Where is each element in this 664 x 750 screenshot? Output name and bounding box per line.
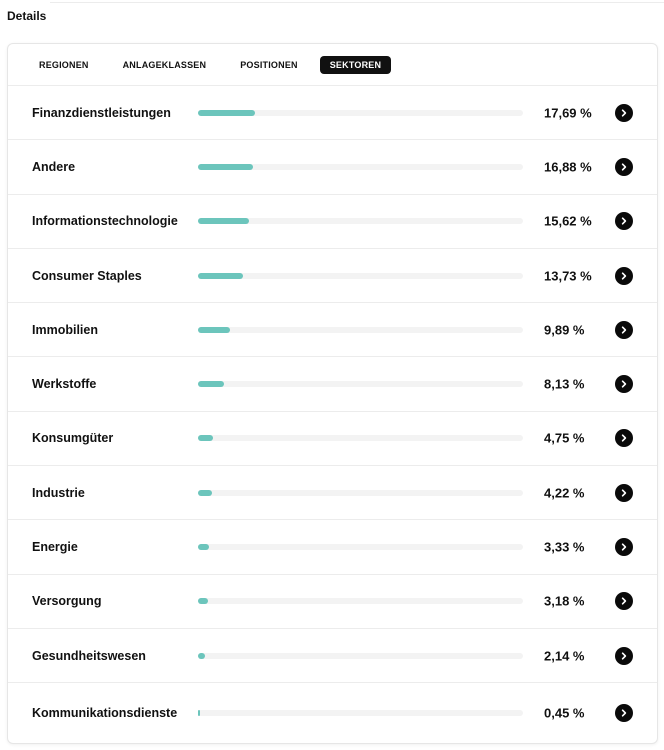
chevron-right-circle-icon[interactable] bbox=[615, 647, 633, 665]
sector-bar-fill bbox=[198, 273, 243, 279]
sector-percent: 15,62 % bbox=[544, 213, 592, 229]
sector-name: Kommunikationsdienste bbox=[32, 705, 178, 720]
chevron-right-circle-icon[interactable] bbox=[615, 158, 633, 176]
sector-percent: 3,18 % bbox=[544, 593, 585, 609]
sector-row[interactable] bbox=[8, 575, 657, 629]
sector-bar-fill bbox=[198, 544, 209, 550]
sector-percent: 3,33 % bbox=[544, 539, 585, 555]
sector-name: Immobilien bbox=[32, 322, 98, 337]
sector-bar-fill bbox=[198, 110, 255, 116]
sector-bar-track bbox=[198, 598, 523, 604]
sector-bar-track bbox=[198, 710, 523, 716]
sector-bar-fill bbox=[198, 218, 249, 224]
sector-row[interactable] bbox=[8, 466, 657, 520]
chevron-right-circle-icon[interactable] bbox=[615, 212, 633, 230]
sector-bar-fill bbox=[198, 598, 208, 604]
sector-row[interactable] bbox=[8, 357, 657, 411]
sector-row[interactable] bbox=[8, 303, 657, 357]
sector-name: Consumer Staples bbox=[32, 268, 142, 283]
sector-bar-fill bbox=[198, 490, 212, 496]
sector-row[interactable] bbox=[8, 249, 657, 303]
sector-bar-track bbox=[198, 273, 523, 279]
sector-name: Finanzdienstleistungen bbox=[32, 105, 171, 120]
chevron-right-circle-icon[interactable] bbox=[615, 104, 633, 122]
sector-bar-track bbox=[198, 544, 523, 550]
sector-percent: 17,69 % bbox=[544, 105, 592, 121]
sector-name: Versorgung bbox=[32, 594, 102, 609]
tab-bar bbox=[8, 44, 657, 86]
sector-percent: 8,13 % bbox=[544, 376, 585, 392]
sector-row[interactable] bbox=[8, 86, 657, 140]
sector-bar-fill bbox=[198, 653, 205, 659]
top-divider bbox=[50, 2, 664, 3]
sector-row[interactable] bbox=[8, 195, 657, 249]
sector-bar-fill bbox=[198, 381, 224, 387]
sector-percent: 2,14 % bbox=[544, 648, 585, 664]
chevron-right-circle-icon[interactable] bbox=[615, 704, 633, 722]
sector-percent: 9,89 % bbox=[544, 322, 585, 338]
sector-bar-track bbox=[198, 164, 523, 170]
tab-sektoren[interactable]: SEKTOREN bbox=[320, 56, 391, 74]
sector-name: Andere bbox=[32, 159, 76, 174]
sector-name: Informationstechnologie bbox=[32, 214, 178, 229]
sector-percent: 16,88 % bbox=[544, 159, 592, 175]
sector-bar-track bbox=[198, 435, 523, 441]
tab-regionen[interactable]: REGIONEN bbox=[39, 59, 89, 70]
sector-bar-track bbox=[198, 381, 523, 387]
chevron-right-circle-icon[interactable] bbox=[615, 267, 633, 285]
sector-bar-fill bbox=[198, 435, 213, 441]
sector-row[interactable] bbox=[8, 412, 657, 466]
sector-bar-track bbox=[198, 110, 523, 116]
chevron-right-circle-icon[interactable] bbox=[615, 538, 633, 556]
chevron-right-circle-icon[interactable] bbox=[615, 429, 633, 447]
sector-name: Konsumgüter bbox=[32, 431, 114, 446]
sector-bar-track bbox=[198, 490, 523, 496]
chevron-right-circle-icon[interactable] bbox=[615, 484, 633, 502]
sector-percent: 0,45 % bbox=[544, 705, 585, 721]
sector-name: Werkstoffe bbox=[32, 377, 97, 392]
sector-percent: 13,73 % bbox=[544, 268, 592, 284]
section-title: Details bbox=[7, 9, 47, 23]
sector-row[interactable] bbox=[8, 683, 657, 742]
sector-name: Gesundheitswesen bbox=[32, 648, 146, 663]
chevron-right-circle-icon[interactable] bbox=[615, 592, 633, 610]
sector-bar-fill bbox=[198, 327, 230, 333]
sector-row[interactable] bbox=[8, 140, 657, 194]
details-card bbox=[7, 43, 658, 744]
tab-positionen[interactable]: POSITIONEN bbox=[240, 59, 298, 70]
sector-list bbox=[8, 86, 657, 742]
chevron-right-circle-icon[interactable] bbox=[615, 321, 633, 339]
chevron-right-circle-icon[interactable] bbox=[615, 375, 633, 393]
sector-bar-track bbox=[198, 653, 523, 659]
sector-bar-track bbox=[198, 218, 523, 224]
tab-anlageklassen[interactable]: ANLAGEKLASSEN bbox=[122, 59, 207, 70]
sector-percent: 4,75 % bbox=[544, 430, 585, 446]
sector-name: Energie bbox=[32, 540, 78, 555]
sector-bar-fill bbox=[198, 164, 253, 170]
sector-name: Industrie bbox=[32, 485, 85, 500]
sector-bar-track bbox=[198, 327, 523, 333]
sector-bar-fill bbox=[198, 710, 200, 716]
sector-percent: 4,22 % bbox=[544, 485, 585, 501]
sector-row[interactable] bbox=[8, 629, 657, 683]
sector-row[interactable] bbox=[8, 520, 657, 574]
